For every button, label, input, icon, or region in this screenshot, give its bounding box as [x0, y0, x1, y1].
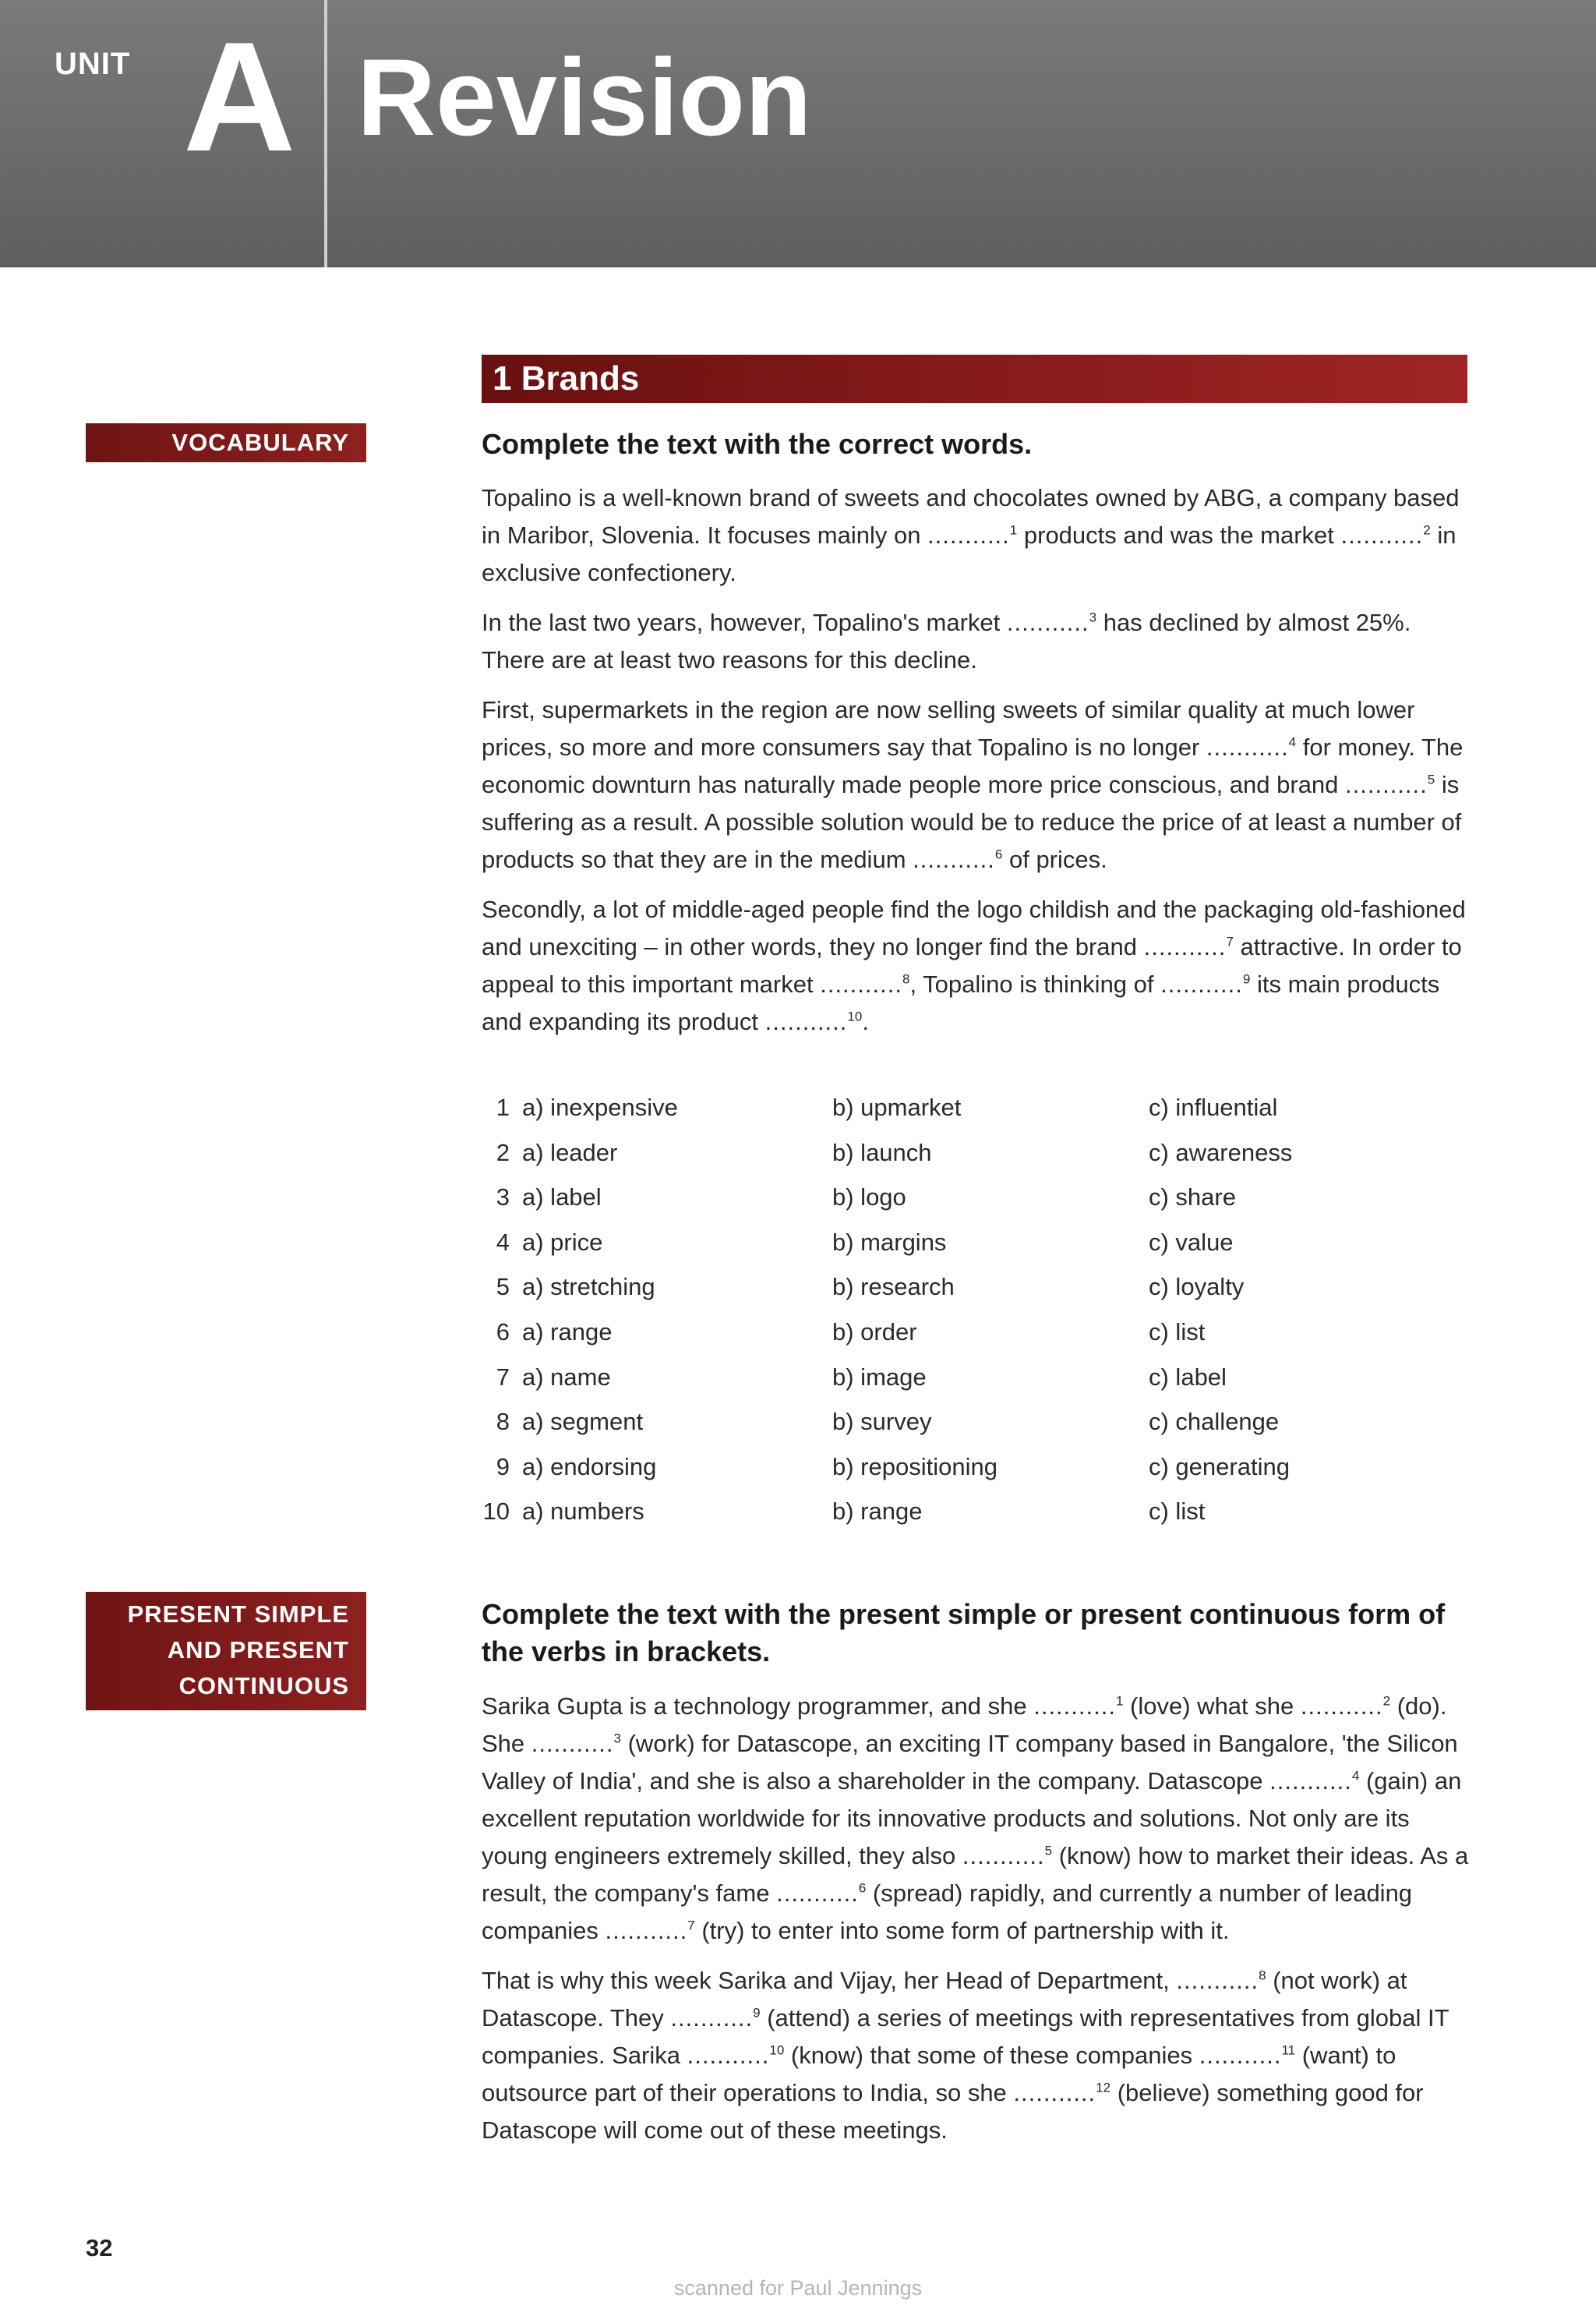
- option-a: a) segment: [522, 1408, 644, 1436]
- gap-dots: ...........: [1176, 1967, 1259, 1994]
- text-run: Sarika Gupta is a technology programmer, and she: [482, 1692, 1034, 1720]
- header-divider: [324, 0, 327, 267]
- unit-header-banner: [0, 0, 1596, 267]
- text-run: In the last two years, however, Topalino's market: [482, 609, 1007, 636]
- gap-number: 8: [1259, 1968, 1266, 1983]
- gap-dots: ...........: [913, 846, 995, 873]
- gap-dots: ...........: [1199, 2042, 1282, 2069]
- option-c: c) share: [1149, 1183, 1236, 1211]
- gap-number: 5: [1044, 1843, 1053, 1858]
- option-c: c) generating: [1149, 1452, 1290, 1480]
- text-run: (know) how to market their ideas. As a result, the company's fame: [482, 1842, 1469, 1907]
- text-run: (know) that some of these companies: [784, 2042, 1199, 2069]
- gap-number: 9: [1242, 971, 1251, 987]
- text-run: Topalino is a well-known brand of sweets and chocolates owned by ABG, a company based in Maribor, Slovenia. It focuses mainly on: [482, 484, 1460, 549]
- text-run: in exclusive confectionery.: [482, 522, 1457, 586]
- gap-dots: ...........: [1345, 771, 1428, 798]
- gap-dots: ...........: [820, 971, 902, 998]
- option-c: c) influential: [1149, 1094, 1278, 1121]
- gap-number: 9: [753, 2005, 761, 2021]
- gap-dots: ...........: [670, 2004, 754, 2031]
- page-title: Revision: [357, 36, 812, 158]
- gap-dots: ...........: [1269, 1767, 1352, 1795]
- text-run: (spread) rapidly, and currently a number of leading companies: [482, 1879, 1413, 1944]
- gap-number: 11: [1281, 2042, 1296, 2058]
- option-number: 8: [496, 1408, 510, 1436]
- option-a: a) label: [522, 1183, 602, 1211]
- gap-number: 12: [1096, 2080, 1111, 2095]
- tenses-text: [482, 1688, 1471, 2162]
- option-a: a) numbers: [522, 1497, 644, 1526]
- gap-dots: ...........: [687, 2042, 770, 2069]
- option-a: a) price: [522, 1228, 603, 1256]
- option-row: [482, 1183, 1471, 1229]
- text-run: (believe) something good for Datascope will come out of these meetings.: [482, 2079, 1424, 2144]
- option-b: b) repositioning: [832, 1452, 998, 1480]
- section-title-bar: 1 Brands: [482, 355, 1467, 403]
- tag-line: CONTINUOUS: [178, 1672, 349, 1699]
- option-c: c) value: [1149, 1228, 1234, 1256]
- text-run: That is why this week Sarika and Vijay, her Head of Department,: [482, 1967, 1177, 1994]
- gap-dots: ...........: [962, 1842, 1045, 1869]
- paragraph: [482, 1962, 1471, 2149]
- option-b: b) launch: [832, 1138, 932, 1166]
- text-run: has declined by almost 25%. There are at least two reasons for this decline.: [482, 609, 1411, 674]
- text-run: products and was the market: [1017, 522, 1341, 549]
- text-run: (want) to outsource part of their operations to India, so she: [482, 2042, 1396, 2106]
- page-number: 32: [86, 2234, 113, 2261]
- gap-dots: ...........: [1300, 1692, 1383, 1720]
- vocabulary-instruction: Complete the text with the correct words.: [482, 428, 1033, 460]
- gap-number: 4: [1351, 1768, 1360, 1784]
- paragraph: [482, 604, 1471, 679]
- option-row: [482, 1229, 1471, 1274]
- gap-dots: ...........: [1206, 734, 1289, 761]
- gap-dots: ...........: [1340, 522, 1424, 549]
- gap-number: 1: [1115, 1693, 1124, 1709]
- text-run: Secondly, a lot of middle-aged people find the logo childish and the packaging old-fashioned and unexciting – in other words, they no longer find the brand: [482, 896, 1466, 960]
- option-b: b) logo: [832, 1183, 906, 1211]
- present-tenses-tag: [86, 1592, 366, 1710]
- gap-number: 2: [1423, 522, 1431, 538]
- paragraph: [482, 479, 1471, 592]
- gap-dots: ...........: [531, 1730, 614, 1757]
- option-c: c) list: [1149, 1317, 1206, 1345]
- gap-number: 7: [687, 1918, 695, 1933]
- option-row: [482, 1363, 1471, 1409]
- text-run: (do). She: [482, 1692, 1447, 1757]
- option-b: b) range: [832, 1497, 923, 1526]
- text-run: First, supermarkets in the region are now selling sweets of similar quality at much lower prices, so more and more consumers say that Topalino is no longer: [482, 696, 1415, 761]
- gap-dots: ...........: [927, 522, 1010, 549]
- tag-line: AND PRESENT: [167, 1636, 349, 1664]
- gap-number: 8: [902, 971, 910, 987]
- text-run: (love) what she: [1123, 1692, 1301, 1720]
- gap-number: 6: [858, 1880, 867, 1896]
- gap-dots: ...........: [1143, 933, 1227, 960]
- paragraph: [482, 891, 1471, 1041]
- scan-footer-note: scanned for Paul Jennings: [673, 2276, 923, 2300]
- gap-dots: ...........: [1033, 1692, 1116, 1720]
- gap-dots: ...........: [1013, 2079, 1096, 2106]
- option-a: a) inexpensive: [522, 1094, 678, 1121]
- paragraph: [482, 691, 1471, 879]
- tag-line: PRESENT SIMPLE: [127, 1600, 349, 1628]
- gap-number: 1: [1009, 522, 1018, 538]
- option-c: c) label: [1149, 1363, 1227, 1391]
- vocabulary-text: [482, 479, 1471, 1053]
- gap-dots: ...........: [764, 1008, 848, 1035]
- gap-number: 7: [1226, 934, 1234, 949]
- vocabulary-tag: VOCABULARY: [86, 423, 366, 462]
- option-a: a) stretching: [522, 1273, 655, 1301]
- text-run: (not work) at Datascope. They: [482, 1967, 1407, 2031]
- text-run: (work) for Datascope, an exciting IT company based in Bangalore, 'the Silicon Valley of India', and she is also a shareholder in the company. Datascope: [482, 1730, 1458, 1795]
- option-a: a) name: [522, 1363, 611, 1391]
- text-run: (try) to enter into some form of partnership with it.: [694, 1917, 1230, 1944]
- option-b: b) upmarket: [832, 1094, 962, 1121]
- gap-dots: ...........: [776, 1879, 859, 1907]
- gap-number: 4: [1288, 734, 1297, 750]
- option-a: a) endorsing: [522, 1452, 657, 1480]
- option-row: [482, 1139, 1471, 1184]
- gap-dots: ...........: [605, 1917, 688, 1944]
- gap-number: 6: [994, 847, 1003, 862]
- option-b: b) research: [832, 1273, 955, 1301]
- option-c: c) awareness: [1149, 1138, 1293, 1166]
- option-number: 1: [496, 1094, 510, 1121]
- option-row: [482, 1094, 1471, 1139]
- text-run: of prices.: [1002, 846, 1107, 873]
- option-row: [482, 1408, 1471, 1453]
- gap-number: 3: [613, 1731, 621, 1746]
- answer-options-table: [482, 1094, 1471, 1543]
- option-row: [482, 1318, 1471, 1363]
- text-run: for money. The economic downturn has naturally made people more price conscious, and brand: [482, 734, 1464, 798]
- option-a: a) range: [522, 1317, 613, 1345]
- gap-number: 10: [769, 2042, 785, 2058]
- option-row: [482, 1273, 1471, 1318]
- option-number: 10: [482, 1497, 510, 1526]
- text-run: , Topalino is thinking of: [909, 971, 1161, 998]
- gap-dots: ...........: [1160, 971, 1243, 998]
- option-b: b) order: [832, 1317, 917, 1345]
- unit-letter: A: [183, 10, 296, 184]
- gap-number: 3: [1089, 610, 1097, 625]
- option-c: c) challenge: [1149, 1408, 1280, 1436]
- gap-number: 5: [1427, 772, 1435, 787]
- tenses-instruction: Complete the text with the present simple or present continuous form of the verbs in brackets.: [482, 1598, 1446, 1667]
- option-c: c) loyalty: [1149, 1273, 1245, 1301]
- option-b: b) image: [832, 1363, 927, 1391]
- option-row: [482, 1453, 1471, 1498]
- option-b: b) margins: [832, 1228, 947, 1256]
- option-number: 3: [496, 1183, 510, 1211]
- gap-number: 2: [1382, 1693, 1391, 1709]
- option-number: 5: [496, 1273, 510, 1301]
- text-run: (attend) a series of meetings with representatives from global IT companies. Sarika: [482, 2004, 1449, 2069]
- option-number: 4: [496, 1228, 510, 1256]
- text-run: its main products and expanding its product: [482, 971, 1440, 1035]
- text-run: is suffering as a result. A possible solution would be to reduce the price of at least a number of products so that they are in the medium: [482, 771, 1462, 873]
- unit-label: UNIT: [55, 47, 131, 81]
- option-number: 6: [496, 1317, 510, 1345]
- text-run: attractive. In order to appeal to this important market: [482, 933, 1462, 998]
- option-number: 7: [496, 1363, 510, 1391]
- gap-number: 10: [847, 1009, 863, 1024]
- option-c: c) list: [1149, 1497, 1206, 1526]
- paragraph: [482, 1688, 1471, 1950]
- text-run: .: [862, 1008, 869, 1035]
- option-number: 2: [496, 1138, 510, 1166]
- option-b: b) survey: [832, 1408, 932, 1436]
- option-row: [482, 1497, 1471, 1543]
- text-run: (gain) an excellent reputation worldwide for its innovative products and solutions. Not only are its young engineers extremely skilled, they also: [482, 1767, 1462, 1869]
- gap-dots: ...........: [1006, 609, 1089, 636]
- option-number: 9: [496, 1452, 510, 1480]
- option-a: a) leader: [522, 1138, 618, 1166]
